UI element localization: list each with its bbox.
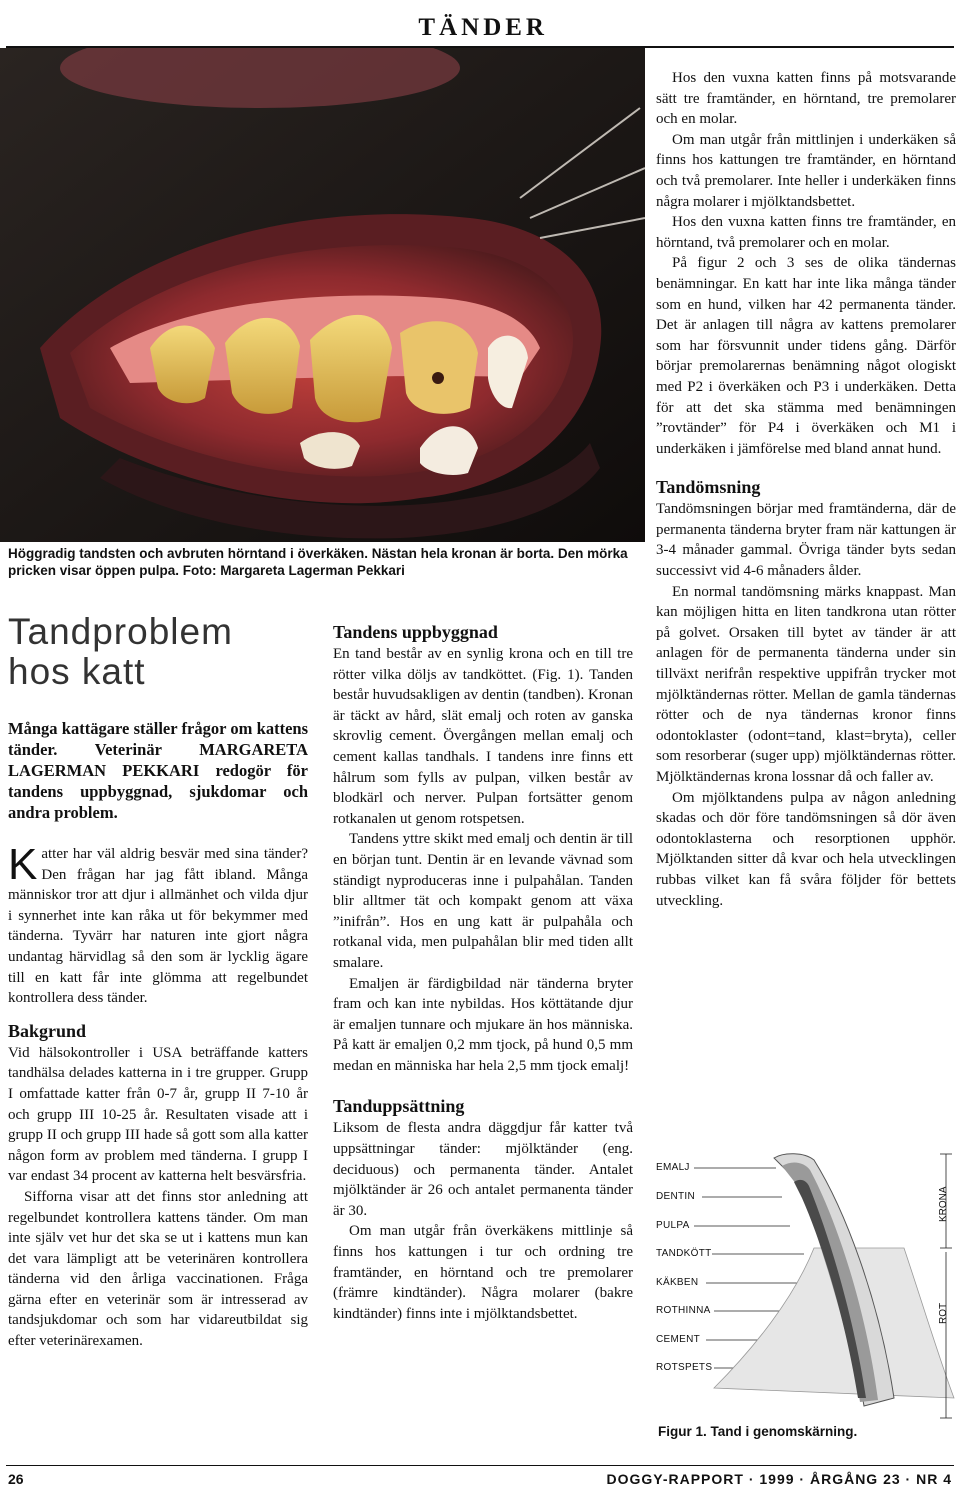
paragraph: Tandens yttre skikt med emalj och dentin är till en början tunt. Dentin är en levande vävnad som ständigt nyproduceras inne i pulpahålan. Tanden blir alltmer tät och kompakt genom att växa ”inifrån”. Hos en ung katt är pulpahåla och rotkanal vida, men pulpahålan blir med tiden allt smalare. — [333, 831, 633, 971]
column-1 — [8, 840, 308, 1352]
paragraph: Hos den vuxna katten finns tre framtänder, en hörntand, två premolarer och en molar. — [656, 214, 956, 251]
article-lead: Många kattägare ställer frågor om kattens tänder. Veterinär MARGARETA LAGERMAN PEKKARI redogör för tandens uppbyggnad, sjukdomar och andra problem. — [8, 719, 308, 822]
paragraph: Om mjölktandens pulpa av någon anledning skadas och dör före tandömsningen så dör även odontoklasterna och resorptionen upphör. Mjölktanden sitter då kvar och hela utvecklingen rubbas vilket kan få svåra följder för bettets utveckling. — [656, 789, 956, 909]
paragraph: Vid hälsokontroller i USA beträffande katters tandhälsa delades katterna in i tre grupper. Grupp I omfattade katter från 0-7 år, grupp II 7-10 år och grupp III 10-25 år. Resultaten visade att i grupp II och grupp III hade så gott som alla katter någon form av problem med tänderna. I grupp I var endast 34 procent av katterna helt besvärsfria. — [8, 1044, 308, 1185]
paragraph: Tandömsningen börjar med framtänderna, där de permanenta tänderna bryter fram när kattungen är 3-4 månader gammal. Övriga tänder byts sedan successivt vid 4-6 månaders ålder. — [656, 501, 956, 580]
paragraph: Liksom de flesta andra däggdjur får katter två uppsättningar tänder: mjölktänder (eng. deciduous) och permanenta tänder. Antalet mjölktänder är 26 och antalet permanenta tänder är 30. — [333, 1120, 633, 1219]
section-heading-tandomsning: Tandömsning — [656, 477, 761, 498]
article-title-line2: hos katt — [8, 651, 146, 692]
article-title-line1: Tandproblem — [8, 611, 233, 652]
section-title: TÄNDER — [418, 14, 548, 41]
label-emalj: EMALJ — [656, 1162, 690, 1173]
label-rot: ROT — [938, 1302, 949, 1324]
label-cement: CEMENT — [656, 1334, 701, 1345]
column-3 — [656, 68, 956, 911]
label-kakben: KÄKBEN — [656, 1277, 699, 1288]
paragraph: Om man utgår från mittlinjen i underkäken så finns hos kattungen tre framtänder, en hörntand och två premolarer. Inte heller i underkäken finns några molarer i mjölktandsbettet. — [656, 131, 956, 210]
dropcap: K — [8, 840, 38, 889]
paragraph: Sifforna visar att det finns stor anledning att regelbundet kontrollera kattens tänder. Om man inte själv vet hur det ska se ut i kattens mun kan det vara lämpligt att be veterinären kontrollera tänderna vid den årliga vaccinationen. Fråga gärna efter en veterinär som är intresserad av tandsjukdomar och som har vidareutbildat sig efter veterinärexamen. — [8, 1188, 308, 1350]
section-heading-bakgrund: Bakgrund — [8, 1020, 87, 1041]
label-dentin: DENTIN — [656, 1191, 696, 1202]
paragraph: Emaljen är färdigbildad när tänderna bryter fram och kan inte nybildas. Hos köttätande djur är emaljen tunnare och mjukare än hos människa. På katt är emaljen 0,2 mm tjock, på hund 0,5 mm medan en människa har hela 2,5 mm tjock emalj! — [333, 975, 633, 1074]
label-pulpa: PULPA — [656, 1220, 690, 1231]
intro-paragraph: Katter har väl aldrig besvär med sina tänder? Den frågan har jag fått ibland. Många människor tror att djur i allmänhet och vilda djur i synnerhet inte kan råka ut för bekymmer med tänderna. Tyvärr har naturen inte gjort några undantag härvidlag så den som är lycklig ägare till en katt får inte glömma att regelbundet kontrollera dess tänder. — [8, 840, 308, 1007]
label-krona: KRONA — [938, 1186, 949, 1222]
root-label-wrap — [934, 1298, 958, 1338]
label-rothinna: ROTHINNA — [656, 1305, 711, 1316]
column-2 — [333, 620, 633, 1324]
paragraph: På figur 2 och 3 ses de olika tändernas benämningar. En katt har inte lika många tänder som en hund, vilken har 42 permanenta tänder. Det är anlagen till några av kattens premolarer som har försvunnit under tidens gång. Därför börjar premolarernas benämning något ologiskt med P2 i överkäken och P3 i underkäken. Detta för att det ska stämma med benämningen ”rovtänder” för P4 i överkäken och M1 i underkäken i jämförelse med bland annat hund. — [656, 255, 956, 457]
footer-rule — [6, 1465, 954, 1466]
section-heading-tandens-uppbyggnad: Tandens uppbyggnad — [333, 622, 498, 642]
crown-label-wrap — [934, 1188, 958, 1228]
photo-caption: Höggradig tandsten och avbruten hörntand i överkäken. Nästan hela kronan är borta. Den mörka pricken visar öppen pulpa. Foto: Margareta Lagerman Pekkari — [8, 546, 628, 578]
page-number: 26 — [8, 1471, 24, 1487]
label-rotspets: ROTSPETS — [656, 1362, 713, 1373]
article-title — [8, 612, 308, 692]
paragraph: Om man utgår från överkäkens mittlinje så finns hos kattungen i tur och ordning tre framtänder, en hörntand och tre premolarer (främre kindtänder). Några molarer (bakre kindtänder) finns inte i mjölktandsbettet. — [333, 1223, 633, 1322]
figure-caption: Figur 1. Tand i genomskärning. — [658, 1424, 858, 1439]
tooth-cross-section-figure — [654, 1148, 960, 1428]
paragraph: Hos den vuxna katten finns på motsvarande sätt tre framtänder, en hörntand, tre premolarer och en molar. — [656, 70, 956, 128]
cat-teeth-photo — [0, 48, 645, 542]
publication-info: DOGGY-RAPPORT · 1999 · ÅRGÅNG 23 · NR 4 — [606, 1471, 952, 1487]
label-tandkott: TANDKÖTT — [656, 1248, 712, 1259]
tooth-drawing — [654, 1148, 960, 1428]
paragraph: En tand består av en synlig krona och en till tre rötter vilka döljs av tandköttet. (Fig. 1). Tanden består huvudsakligen av dentin (tandben). Kronan är täckt av hård, slät emalj och roten av ganska skrovlig cement. Övergången mellan emalj och cement kallas tandhals. I tandens inre finns ett hålrum som fylls av pulpan, vilken består av blodkärl och nerver. Pulpan fortsätter genom rotkanalen ut genom rotspetsen. — [333, 646, 633, 827]
paragraph: En normal tandömsning märks knappast. Man kan möjligen hitta en liten tandkrona utan rötter på golvet. Orsaken till bytet av tänder är att anlagen för de permanenta tänderna under sin tillväxt nerifrån respektive uppifrån trycker mot mjölktändernas rötter. Mellan de gamla tändernas rötter och de nya tändernas kronor finns odontoklaster (odont=tand, klast=bryta), celler som resorberar (suger upp) mjölktändernas rötter. Mjölktändernas krona lossnar då och faller av. — [656, 583, 956, 785]
section-heading-tanduppsattning: Tanduppsättning — [333, 1096, 465, 1117]
